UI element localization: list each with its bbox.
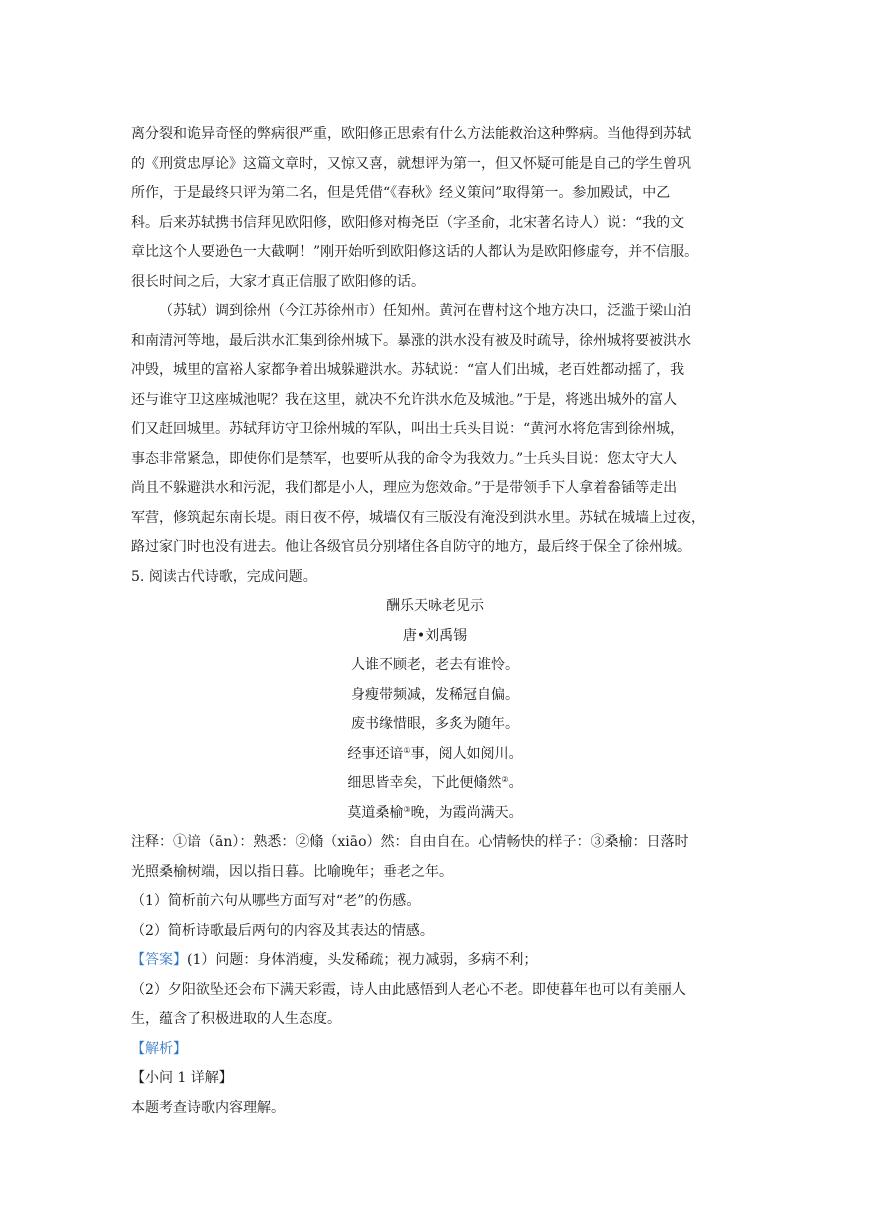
poem-notes-line: 注释：①谙（ān）：熟悉：②翛（xiāo）然：自由自在。心情畅快的样子：③桑榆：日落时	[131, 834, 689, 850]
answer-line: 【答案】(1）问题：身体消瘦，头发稀疏；视力减弱，多病不利；	[131, 952, 538, 968]
footnote-marker: ②	[501, 775, 509, 784]
sub-question: （2）简析诗歌最后两句的内容及其表达的情感。	[131, 922, 434, 939]
poem-line: 经事还谙①事，阅人如阅川。	[347, 745, 523, 762]
question-5	[131, 563, 739, 947]
paragraph-line: 和南清河等地，最后洪水汇集到徐州城下。暴涨的洪水没有被及时疏导，徐州城将要被洪水	[131, 332, 691, 349]
poem-notes-line: 光照桑榆树端，因以指日暮。比喻晚年；垂老之年。	[131, 863, 453, 880]
paragraph-line: 军营，修筑起东南长堤。雨日夜不停，城墙仅有三版没有淹没到洪水里。苏轼在城墙上过夜，	[131, 509, 705, 526]
question-text: 阅读古代诗歌，完成问题。	[148, 568, 317, 585]
answer-line: （2）夕阳欲坠还会布下满天彩霞，诗人由此感悟到人老心不老。即使暮年也可以有美丽人	[131, 981, 686, 998]
paragraph-line: 还与谁守卫这座城池呢？我在这里，就决不允许洪水危及城池。”于是，将逃出城外的富人	[131, 391, 678, 408]
analysis-subheading: 【小问 1 详解】	[131, 1070, 233, 1086]
answer-section	[131, 946, 739, 1035]
footnote-marker: ③	[403, 804, 411, 814]
answer-line: 生，蕴含了积极进取的人生态度。	[131, 1011, 341, 1027]
paragraph-line: 事态非常紧急，即使你们是禁军，也要听从我的命令为我效力。”士兵头目说：您太守大人	[131, 450, 678, 467]
document-page	[131, 120, 739, 1123]
paragraph-line: 路过家门时也没有进去。他让各级官员分别堵住各自防守的地方，最后终于保全了徐州城。	[131, 539, 691, 555]
poem-line: 人谁不顾老，老去有谁怜。	[351, 657, 519, 673]
paragraph-line: 们又赶回城里。苏轼拜访守卫徐州城的军队，叫出士兵头目说：“黄河水将危害到徐州城，	[131, 421, 685, 437]
analysis-section	[131, 1035, 739, 1124]
poem-line: 细思皆幸矣，下此便翛然②。	[347, 775, 523, 791]
paragraph-line: 离分裂和诡异奇怪的弊病很严重，欧阳修正思索有什么方法能救治这种弊病。当他得到苏轼	[131, 126, 691, 142]
paragraph-line: 很长时间之后，大家才真正信服了欧阳修的话。	[131, 273, 425, 290]
paragraph-line: 所作，于是最终只评为第二名，但是凭借“《春秋》经义策问”取得第一。参加殿试，中乙	[131, 185, 671, 201]
paragraph-line: 尚且不躲避洪水和污泥，我们都是小人，理应为您效命。”于是带领手下人拿着畚锸等走出	[131, 480, 678, 496]
question-number: 5.	[131, 568, 145, 585]
poem-author: 唐•刘禹锡	[402, 627, 468, 644]
poem-title: 酬乐天咏老见示	[386, 598, 484, 614]
analysis-label: 【解析】	[131, 1040, 187, 1057]
poem-line: 废书缘惜眼，多炙为随年。	[351, 716, 519, 732]
paragraph-line: 冲毁，城里的富裕人家都争着出城躲避洪水。苏轼说：“富人们出城，老百姓都动摇了，我	[131, 362, 685, 378]
analysis-text: 本题考查诗歌内容理解。	[131, 1099, 285, 1116]
paragraph-line: （苏轼）调到徐州（今江苏徐州市）任知州。黄河在曹村这个地方决口，泛滥于梁山泊	[159, 303, 691, 319]
intro-paragraph	[131, 120, 739, 297]
xuzhou-paragraph	[131, 297, 739, 563]
poem-line: 身瘦带频减，发稀冠自偏。	[351, 686, 519, 703]
footnote-marker: ①	[403, 745, 411, 755]
question-prompt	[131, 563, 739, 593]
sub-question: （1）简析前六句从哪些方面写对“老”的伤感。	[131, 893, 421, 909]
paragraph-line: 章比这个人要逊色一大截啊！”刚开始听到欧阳修这话的人都认为是欧阳修虚夸，并不信服。	[131, 244, 699, 260]
paragraph-line: 科。后来苏轼携书信拜见欧阳修，欧阳修对梅尧臣（字圣俞，北宋著名诗人）说：“我的文	[131, 214, 685, 231]
paragraph-line: 的《刑赏忠厚论》这篇文章时，又惊又喜，就想评为第一，但又怀疑可能是自己的学生曾巩	[131, 155, 691, 172]
answer-label: 【答案】	[131, 952, 187, 968]
poem-line: 莫道桑榆③晚，为霞尚满天。	[347, 804, 523, 821]
